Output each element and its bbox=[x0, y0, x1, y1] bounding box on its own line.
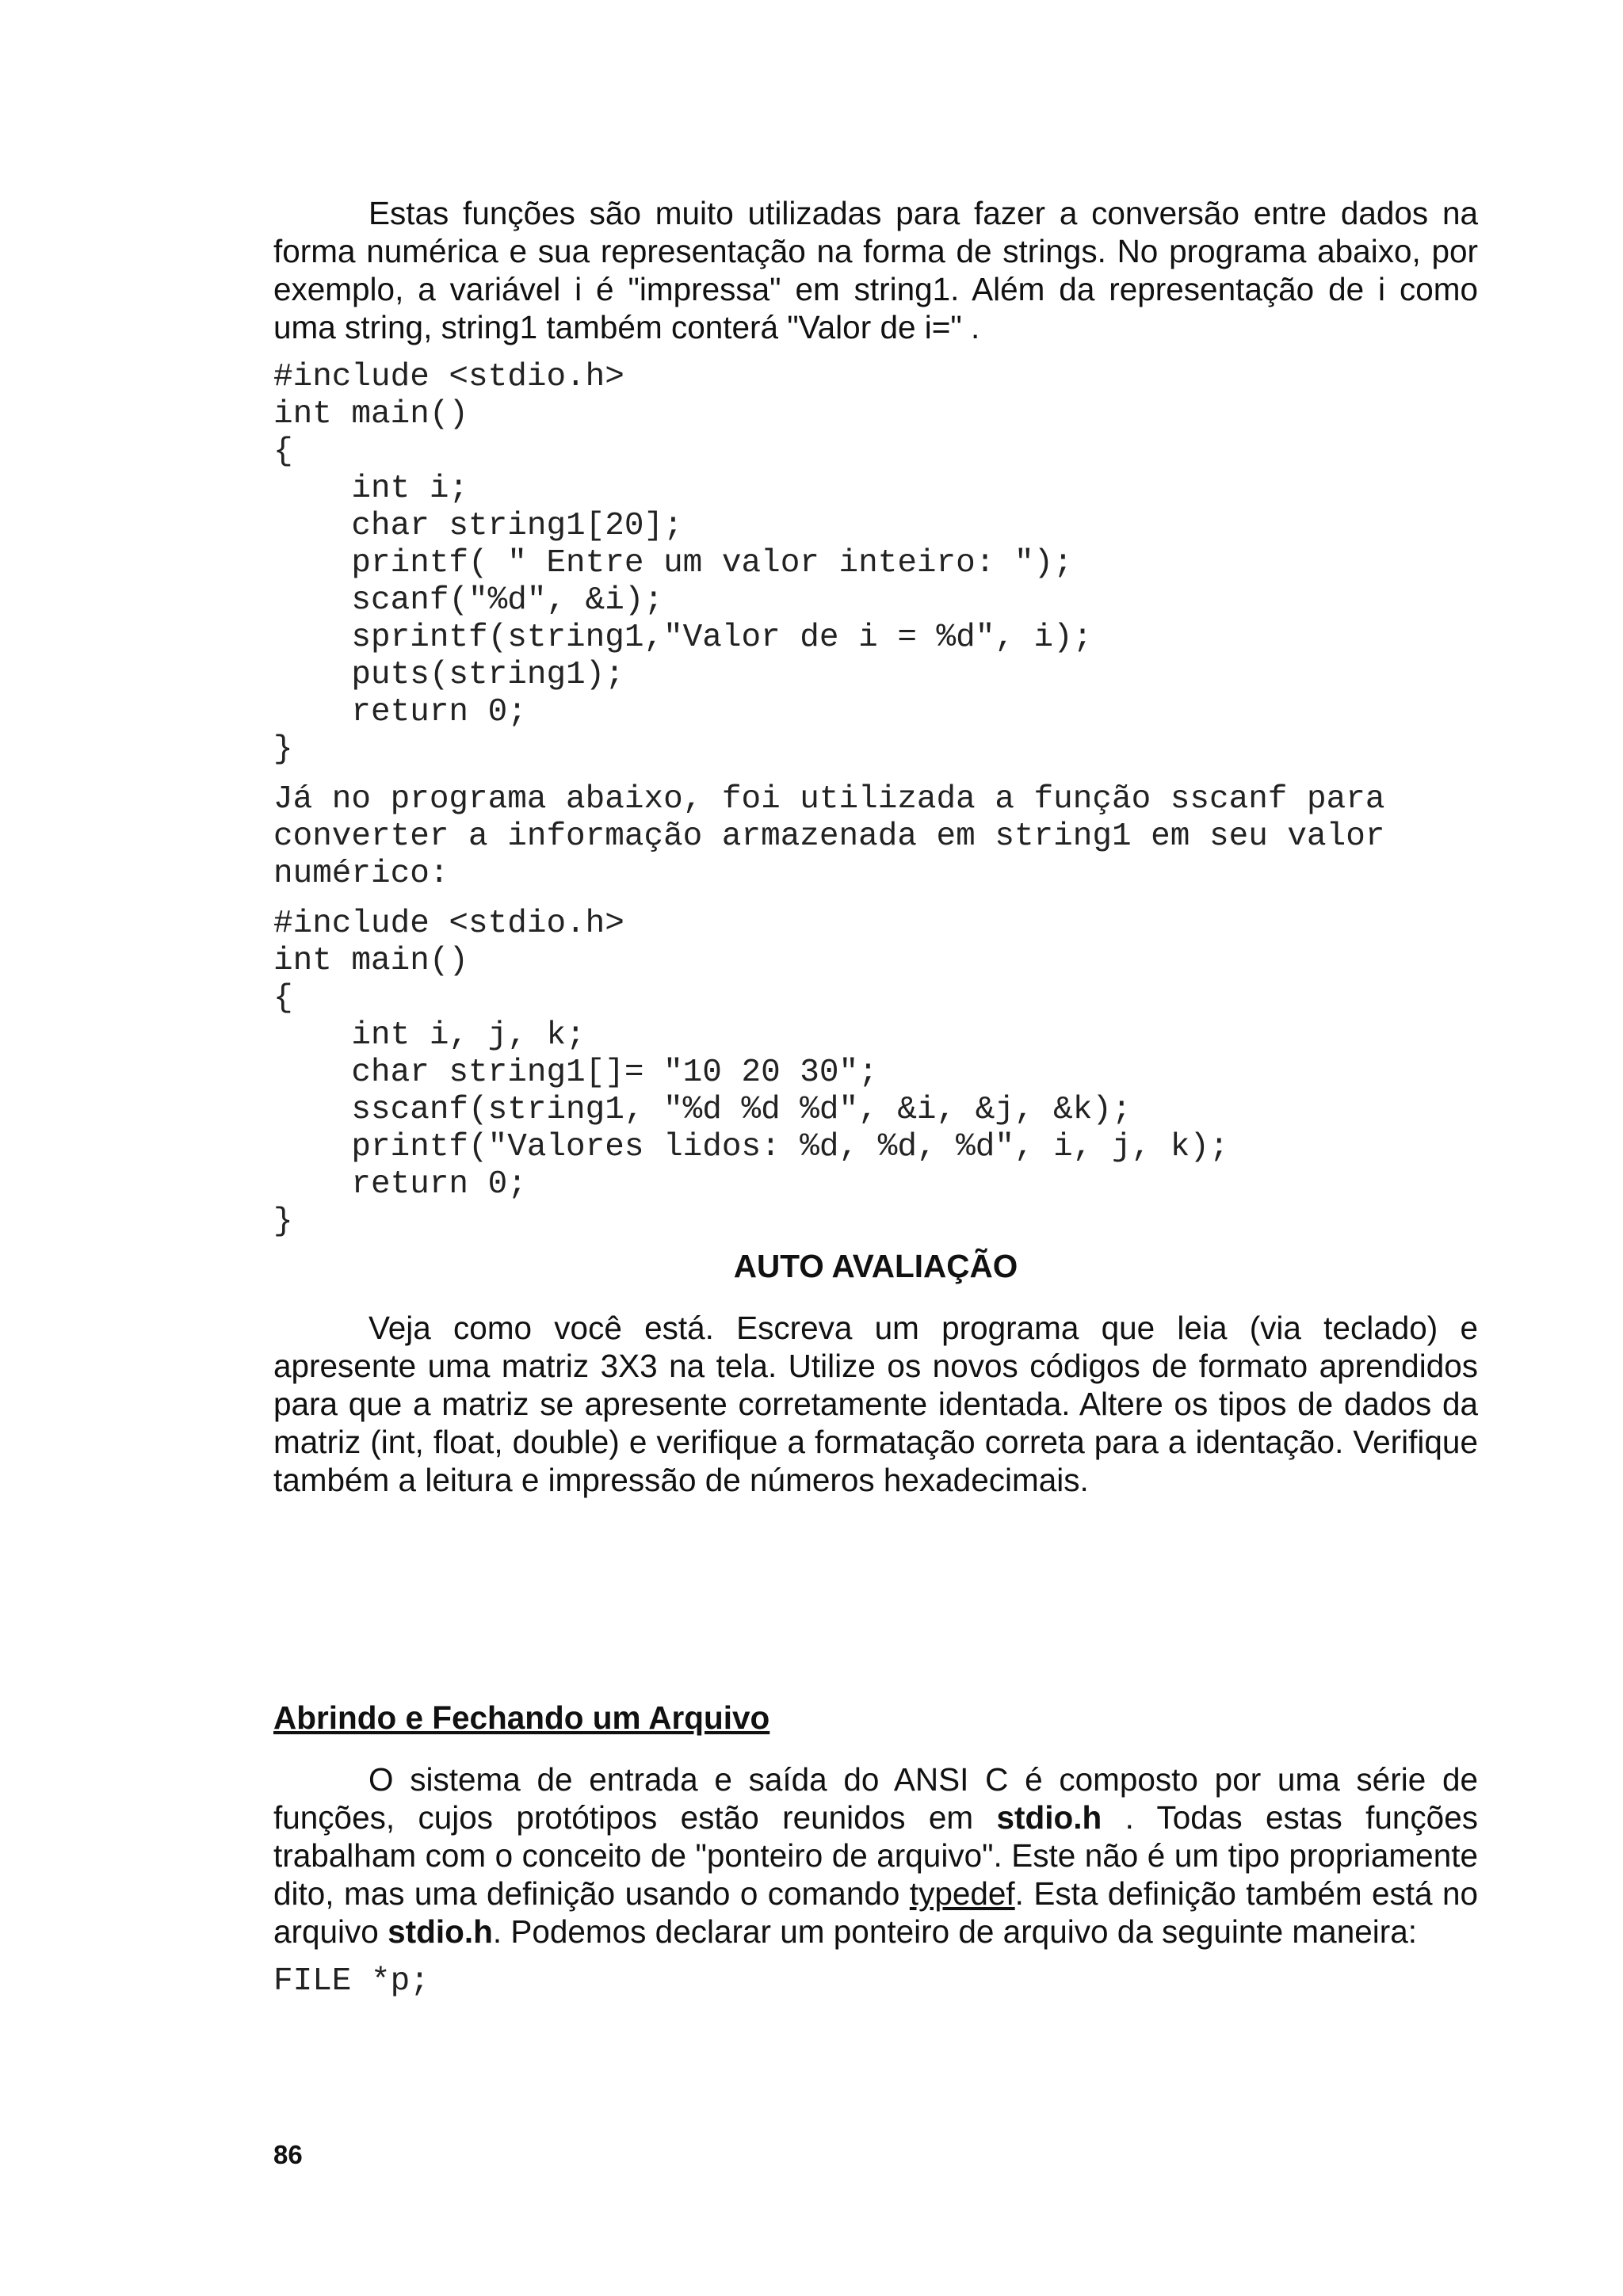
section-heading-arquivo: Abrindo e Fechando um Arquivo bbox=[273, 1699, 770, 1736]
arquivo-paragraph bbox=[273, 1760, 1478, 1951]
page-number: 86 bbox=[273, 2140, 303, 2169]
arquivo-text-2: . Todas estas funções trabalham com o conceito de "ponteiro de arquivo". Este não é um tipo propriamente dito, mas uma definição usando o comando bbox=[273, 1799, 1478, 1912]
code-block-sscanf: #include <stdio.h> int main() { int i, j, k; char string1[]= "10 20 30"; sscanf(string1, "%d %d %d", &i, &j, &k); printf("Valores lidos: %d, %d, %d", i, j, k); return 0; } bbox=[273, 906, 1229, 1240]
auto-avaliacao-paragraph: Veja como você está. Escreva um programa que leia (via teclado) e apresente uma matriz 3X3 na tela. Utilize os novos códigos de formato aprendidos para que a matriz se apresente corretamente identada. Altere os tipos de dados da matriz (int, float, double) e verifique a formatação correta para a identação. Verifique também a leitura e impressão de números hexadecimais. bbox=[273, 1310, 1478, 1498]
arquivo-text-1: O sistema de entrada e saída do ANSI C é composto por uma série de funções, cujos protótipos estão reunidos em bbox=[273, 1761, 1478, 1836]
page-content bbox=[273, 194, 1478, 2000]
auto-avaliacao-heading: AUTO AVALIAÇÃO bbox=[733, 1248, 1018, 1284]
sscanf-paragraph: Já no programa abaixo, foi utilizada a função sscanf para converter a informação armazenada em string1 em seu valor numérico: bbox=[273, 781, 1385, 892]
typedef-underlined: typedef bbox=[909, 1875, 1015, 1912]
code-block-file-pointer: FILE *p; bbox=[273, 1963, 430, 2000]
arquivo-text-3: . Esta definição também está no arquivo bbox=[273, 1875, 1479, 1950]
arquivo-text-4: . Podemos declarar um ponteiro de arquivo da seguinte maneira: bbox=[492, 1913, 1418, 1950]
stdio-h-bold-2: stdio.h bbox=[388, 1913, 493, 1950]
code-block-sprintf: #include <stdio.h> int main() { int i; char string1[20]; printf( " Entre um valor inteiro: "); scanf("%d", &i); sprintf(string1,"Valor de i = %d", i); puts(string1); return 0; } bbox=[273, 359, 1093, 768]
intro-paragraph: Estas funções são muito utilizadas para fazer a conversão entre dados na forma numérica e sua representação na forma de strings. No programa abaixo, por exemplo, a variável i é "impressa" em string1. Além da representação de i como uma string, string1 também conterá "Valor de i=" . bbox=[273, 195, 1478, 345]
stdio-h-bold-1: stdio.h bbox=[996, 1799, 1102, 1836]
